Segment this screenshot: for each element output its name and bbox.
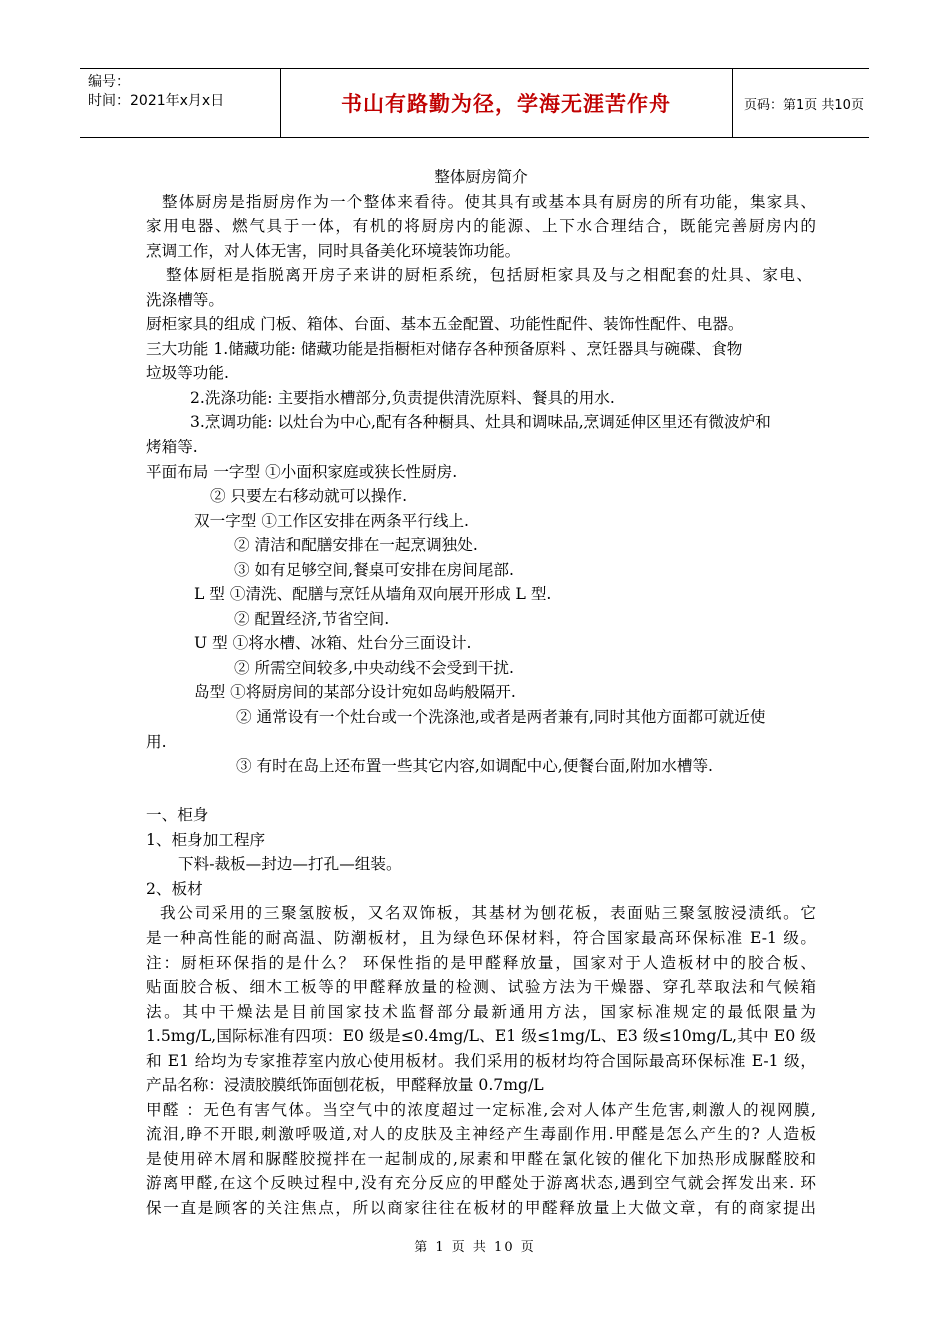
motto-text: 书山有路勤为径，学海无涯苦作舟 (341, 92, 671, 116)
page-footer: 第 1 页 共 10 页 (414, 1240, 536, 1255)
paragraph-line: 下料-裁板—封边—打孔—组装。 (178, 855, 402, 874)
paragraph-line: 3.烹调功能: 以灶台为中心,配有各种橱具、灶具和调味品,烹调延伸区里还有微波炉和 (190, 413, 771, 432)
paragraph-line: 注：厨柜环保指的是什么？ 环保性指的是甲醛释放量，国家对于人造板材中的胶合板、 (146, 953, 816, 972)
document-title: 整体厨房简介 (434, 168, 528, 186)
paragraph-line: 三大功能 1.储藏功能: 储藏功能是指橱柜对储存各种预备原料 、烹饪器具与碗碟、食物 (146, 339, 743, 358)
section-heading: 2、板材 (146, 879, 203, 898)
paragraph-line: 产品名称：浸渍胶膜纸饰面刨花板，甲醛释放量 0.7mg/L (146, 1076, 544, 1095)
header-meta-cell (80, 69, 281, 137)
paragraph-line: 家用电器、燃气具于一体，有机的将厨房内的能源、上下水合理结合，既能完善厨房内的 (146, 217, 816, 236)
number-label: 编号： (88, 74, 130, 90)
paragraph-line: 双一字型 ①工作区安排在两条平行线上. (194, 511, 470, 530)
page-info: 页码：第1页 共10页 (744, 97, 864, 113)
paragraph-line: 是使用碎木屑和脲醛胶搅拌在一起制成的,尿素和甲醛在氯化铵的催化下加热形成脲醛胶和 (146, 1149, 816, 1168)
paragraph-line: 保一直是顾客的关注焦点，所以商家往往在板材的甲醛释放量上大做文章，有的商家提出 (146, 1198, 816, 1217)
paragraph-line: U 型 ①将水槽、冰箱、灶台分三面设计. (194, 634, 472, 653)
paragraph-line: 1.5mg/L,国际标准有四项：E0 级是≤0.4mg/L、E1 级≤1mg/L、E3 级≤10mg/L,其中 E0 级 (146, 1027, 816, 1046)
paragraph-line: 游离甲醛,在这个反映过程中,没有充分反应的甲醛处于游离状态,遇到空气就会挥发出来. 环 (146, 1174, 816, 1193)
paragraph-line: 厨柜家具的组成 门板、箱体、台面、基本五金配置、功能性配件、装饰性配件、电器。 (146, 315, 744, 334)
paragraph-line: 2.洗涤功能: 主要指水槽部分,负责提供清洗原料、餐具的用水. (190, 388, 615, 407)
paragraph-line: 法。其中干燥法是目前国家技术监督部分最新通用方法，国家标准规定的最低限量为 (146, 1002, 816, 1021)
paragraph-line: 烤箱等. (146, 438, 198, 457)
paragraph-line: ② 只要左右移动就可以操作. (210, 487, 408, 506)
paragraph-line: 和 E1 给均为专家推荐室内放心使用板材。我们采用的板材均符合国际最高环保标准 E-1 级， (146, 1051, 816, 1070)
paragraph-line: 用. (146, 732, 167, 751)
paragraph-line: 平面布局 一字型 ①小面积家庭或狭长性厨房. (146, 462, 458, 481)
paragraph-line: ③ 有时在岛上还布置一些其它内容,如调配中心,便餐台面,附加水槽等. (236, 757, 714, 776)
paragraph-line: ② 所需空间较多,中央动线不会受到干扰. (234, 658, 514, 677)
paragraph-line: 流泪,睁不开眼,刺激呼吸道,对人的皮肤及主神经产生毒副作用.甲醛是怎么产生的? 人造板 (146, 1125, 816, 1144)
paragraph-line: 整体厨房是指厨房作为一个整体来看待。使其具有或基本具有厨房的所有功能，集家具、 (162, 192, 816, 211)
document-header (80, 68, 869, 138)
paragraph-line: 垃圾等功能. (146, 364, 229, 383)
paragraph-line: ② 清洁和配膳安排在一起烹调独处. (234, 536, 478, 555)
paragraph-line: ② 通常设有一个灶台或一个洗涤池,或者是两者兼有,同时其他方面都可就近使 (236, 708, 766, 727)
section-heading: 一、柜身 (146, 806, 209, 825)
paragraph-line: 整体厨柜是指脱离开房子来讲的厨柜系统，包括厨柜家具及与之相配套的灶具、家电、 (166, 266, 812, 285)
paragraph-line: 洗涤槽等。 (146, 290, 224, 309)
paragraph-line: 烹调工作，对人体无害，同时具备美化环境装饰功能。 (146, 241, 521, 260)
paragraph-line: 岛型 ①将厨房间的某部分设计宛如岛屿般隔开. (194, 683, 516, 702)
header-motto-cell (280, 69, 733, 137)
section-heading: 1、柜身加工程序 (146, 830, 266, 849)
document-body (146, 165, 816, 1221)
paragraph-line: 我公司采用的三聚氢胺板，又名双饰板，其基材为刨花板，表面贴三聚氢胺浸渍纸。它 (160, 904, 816, 923)
time-label: 时间：2021年x月x日 (88, 93, 225, 109)
paragraph-line: 贴面胶合板、细木工板等的甲醛释放量的检测、试验方法为干燥器、穿孔萃取法和气候箱 (146, 978, 816, 997)
paragraph-line: ② 配置经济,节省空间. (234, 609, 390, 628)
blank-line (146, 779, 816, 804)
paragraph-line: ③ 如有足够空间,餐桌可安排在房间尾部. (234, 560, 514, 579)
paragraph-line: 是一种高性能的耐高温、防潮板材，且为绿色环保材料，符合国家最高环保标准 E-1 级。 (146, 928, 816, 947)
paragraph-line: 甲醛 ：无色有害气体。当空气中的浓度超过一定标准,会对人体产生危害,刺激人的视网膜, (146, 1100, 816, 1119)
header-page-cell (732, 69, 869, 137)
paragraph-line: L 型 ①清洗、配膳与烹饪从墙角双向展开形成 L 型. (194, 585, 552, 604)
